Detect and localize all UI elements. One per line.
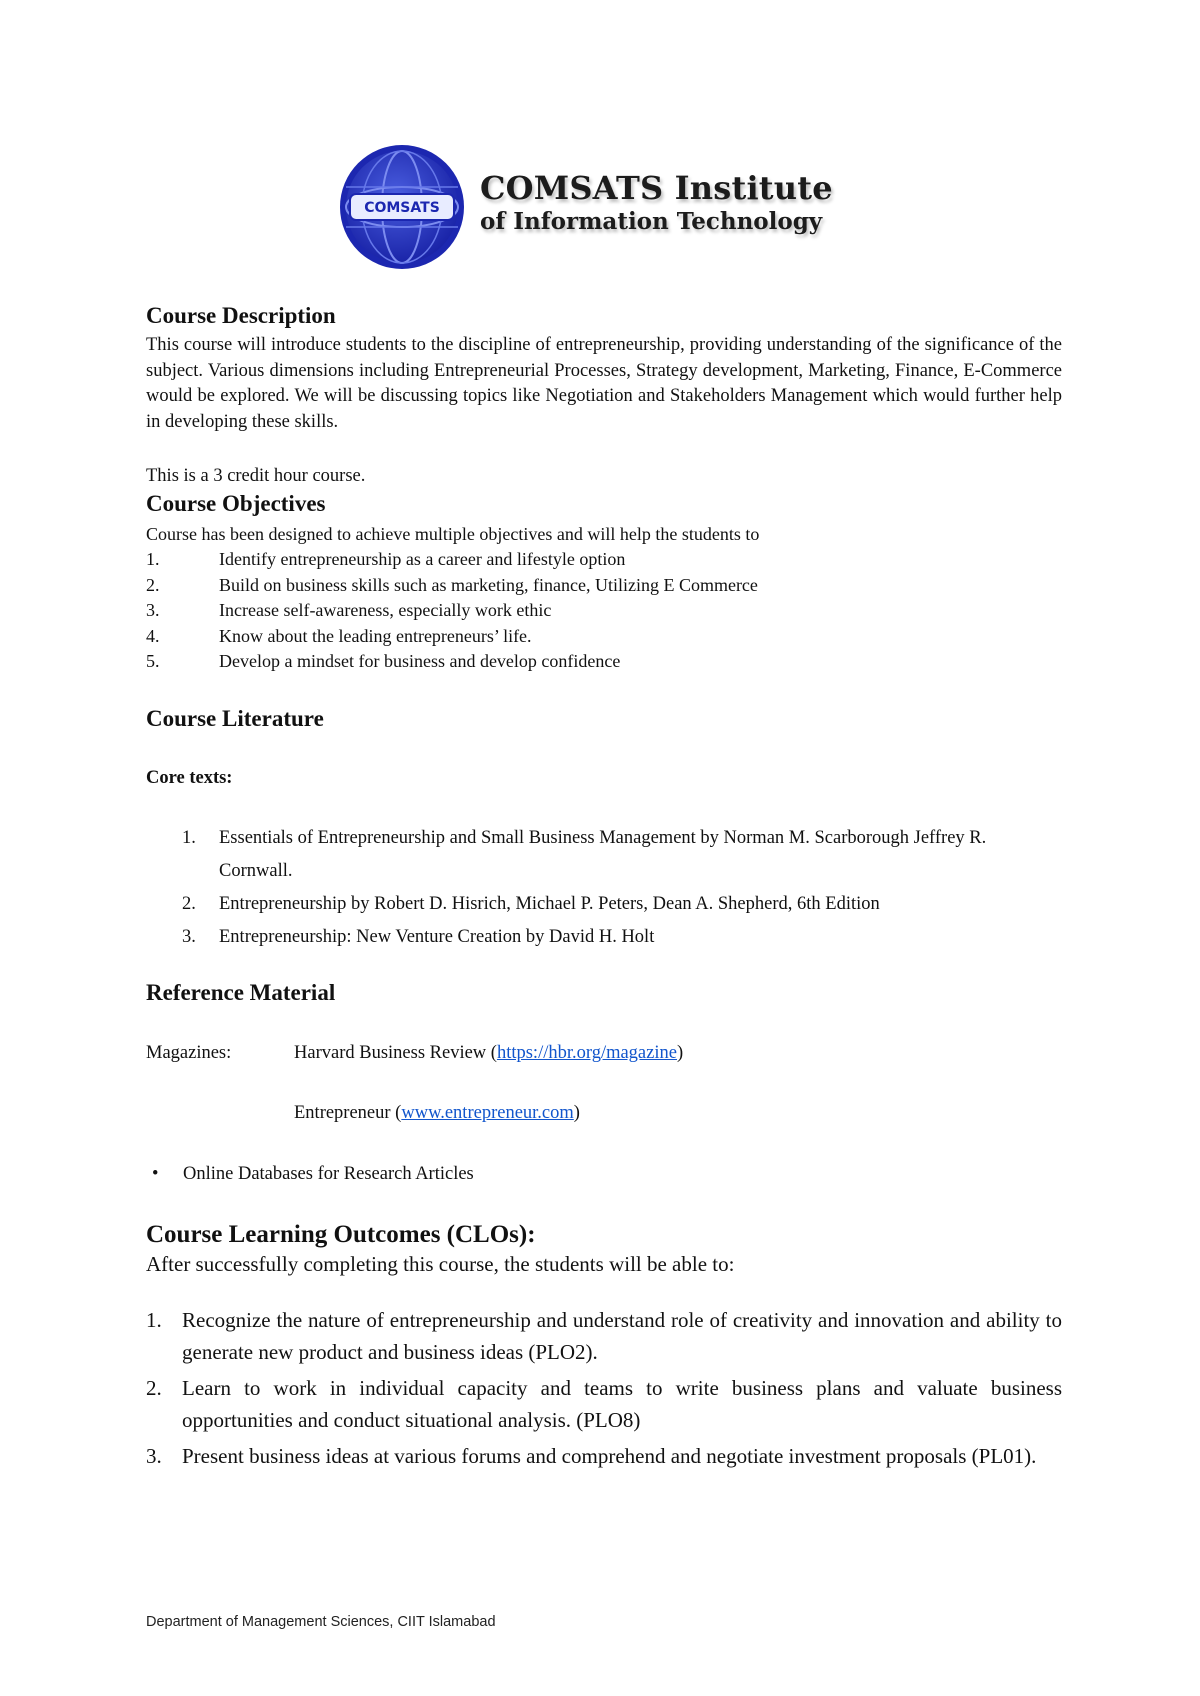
list-number: 3. (146, 1444, 162, 1468)
course-description-body: This course will introduce students to the discipline of entrepreneurship, providing understanding of the significance of the subject. Various dimensions including Entrepreneurial Processes, Strategy development, Marketing, Finance, E-Commerce would be explored. We will be discussing topics like Negotiation and Stakeholders Management which would further help in developing these skills. (146, 335, 1062, 432)
list-number: 5. (146, 651, 160, 671)
list-text: Present business ideas at various forums and comprehend and negotiate investment proposals (PL01). (182, 1444, 1037, 1468)
list-text: Learn to work in individual capacity and teams to write business plans and valuate business opportunities and conduct situational analysis. (PLO8) (182, 1376, 1062, 1432)
list-text: Build on business skills such as marketing, finance, Utilizing E Commerce (219, 574, 758, 595)
magazines-label: Magazines: (146, 1043, 232, 1063)
list-text: Entrepreneurship: New Venture Creation by David H. Holt (219, 927, 655, 947)
list-text: Increase self-awareness, especially work ethic (219, 600, 552, 620)
magazine-entrepreneur (294, 1103, 580, 1124)
course-objectives-heading: Course Objectives (146, 491, 326, 516)
magazine-name: Entrepreneur ( (294, 1103, 402, 1123)
entrepreneur-link[interactable]: www.entrepreneur.com (401, 1103, 574, 1123)
list-text: Know about the leading entrepreneurs’ life. (219, 625, 532, 646)
clos-heading: Course Learning Outcomes (CLOs): (146, 1221, 536, 1248)
paren-close: ) (676, 1043, 684, 1063)
list-item (146, 822, 1062, 888)
list-number: 2. (146, 574, 160, 595)
list-number: 1. (146, 549, 160, 569)
list-number: 1. (182, 828, 196, 848)
list-text: Entrepreneurship by Robert D. Hisrich, Michael P. Peters, Dean A. Shepherd, 6th Edition (219, 894, 880, 914)
list-item (146, 1372, 1062, 1436)
clos-intro: After successfully completing this course, the students will be able to: (146, 1252, 735, 1276)
literature-list (146, 822, 1062, 954)
list-number: 3. (146, 600, 160, 620)
hbr-link[interactable]: https://hbr.org/magazine (496, 1043, 677, 1063)
clos-list (146, 1304, 1062, 1476)
course-description-heading: Course Description (146, 303, 336, 328)
magazine-hbr (294, 1043, 683, 1064)
list-number: 4. (146, 625, 160, 646)
list-item (146, 888, 1062, 921)
list-item (146, 1440, 1062, 1472)
bullet-icon: • (152, 1164, 159, 1184)
list-text: Identify entrepreneurship as a career and lifestyle option (219, 549, 626, 569)
list-text: Develop a mindset for business and develop confidence (219, 651, 621, 671)
course-objectives-intro: Course has been designed to achieve multiple objectives and will help the students to (146, 524, 760, 544)
list-number: 3. (182, 927, 196, 947)
list-number: 2. (146, 1376, 162, 1400)
credit-note: This is a 3 credit hour course. (146, 466, 366, 486)
core-texts-label: Core texts: (146, 768, 233, 788)
list-item (146, 1304, 1062, 1368)
bullet-text: Online Databases for Research Articles (183, 1164, 474, 1184)
logo-line2: of Information Technology (480, 208, 823, 235)
course-literature-heading: Course Literature (146, 706, 324, 731)
paren-close: ) (573, 1103, 580, 1123)
list-item (146, 921, 1062, 954)
magazine-name: Harvard Business Review ( (294, 1043, 497, 1063)
list-number: 1. (146, 1308, 162, 1332)
logo-line1: COMSATS Institute (480, 169, 833, 207)
list-number: 2. (182, 894, 196, 914)
list-text: Recognize the nature of entrepreneurship and understand role of creativity and innovation and ability to generate new product and business ideas (PLO2). (182, 1308, 1062, 1364)
list-text: Essentials of Entrepreneurship and Small Business Management by Norman M. Scarborough Jeffrey R. Cornwall. (219, 828, 987, 881)
page-footer: Department of Management Sciences, CIIT Islamabad (146, 1614, 496, 1630)
logo-emblem-text: COMSATS (364, 200, 440, 216)
reference-material-heading: Reference Material (146, 980, 336, 1005)
logo-wordmark (480, 169, 833, 235)
